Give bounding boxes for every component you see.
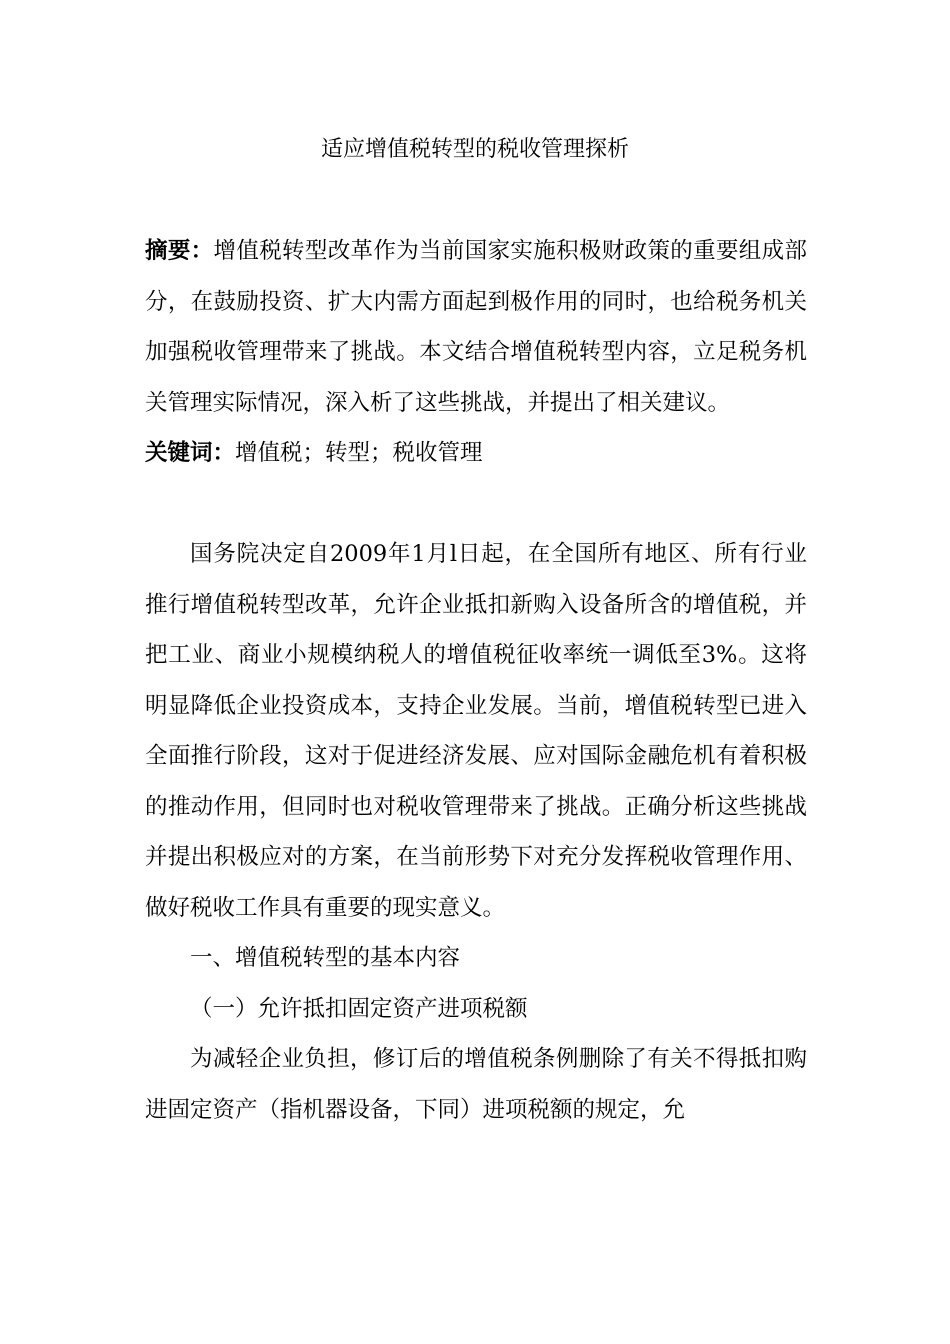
section1-paragraph: 为减轻企业负担，修订后的增值税条例删除了有关不得抵扣购进固定资产（指机器设备，下同）进项税额的规定，允: [145, 1046, 807, 1123]
keywords-label: 关键词：: [145, 440, 236, 466]
abstract-text: 增值税转型改革作为当前国家实施积极财政策的重要组成部分，在鼓励投资、扩大内需方面起到极作用的同时，也给税务机关加强税收管理带来了挑战。本文结合增值税转型内容，立足税务机关管理实际情况，深入析了这些挑战，并提出了相关建议。: [145, 238, 807, 416]
abstract-label: 摘要：: [145, 238, 214, 264]
keywords-text: 增值税；转型；税收管理: [235, 440, 483, 466]
document-body: [145, 226, 807, 1135]
abstract-paragraph: [145, 226, 807, 428]
paragraph-gap: [145, 479, 807, 530]
section-heading-1: 一、增值税转型的基本内容: [190, 945, 461, 971]
subsection-heading-1: （一）允许抵扣固定资产进项税额: [190, 995, 528, 1022]
keywords-paragraph: [145, 428, 807, 479]
document-title: 适应增值税转型的税收管理探析: [320, 137, 629, 162]
intro-paragraph: 国务院决定自2009年1月l日起，在全国所有地区、所有行业推行增值税转型改革，允许企业抵扣新购入设备所含的增值税，并把工业、商业小规模纳税人的增值税征收率统一调低至3%。这将明显降低企业投资成本，支持企业发展。当前，增值税转型已进入全面推行阶段，这对于促进经济发展、应对国际金融危机有着积极的推动作用，但同时也对税收管理带来了挑战。正确分析这些挑战并提出积极应对的方案，在当前形势下对充分发挥税收管理作用、做好税收工作具有重要的现实意义。: [145, 541, 807, 921]
